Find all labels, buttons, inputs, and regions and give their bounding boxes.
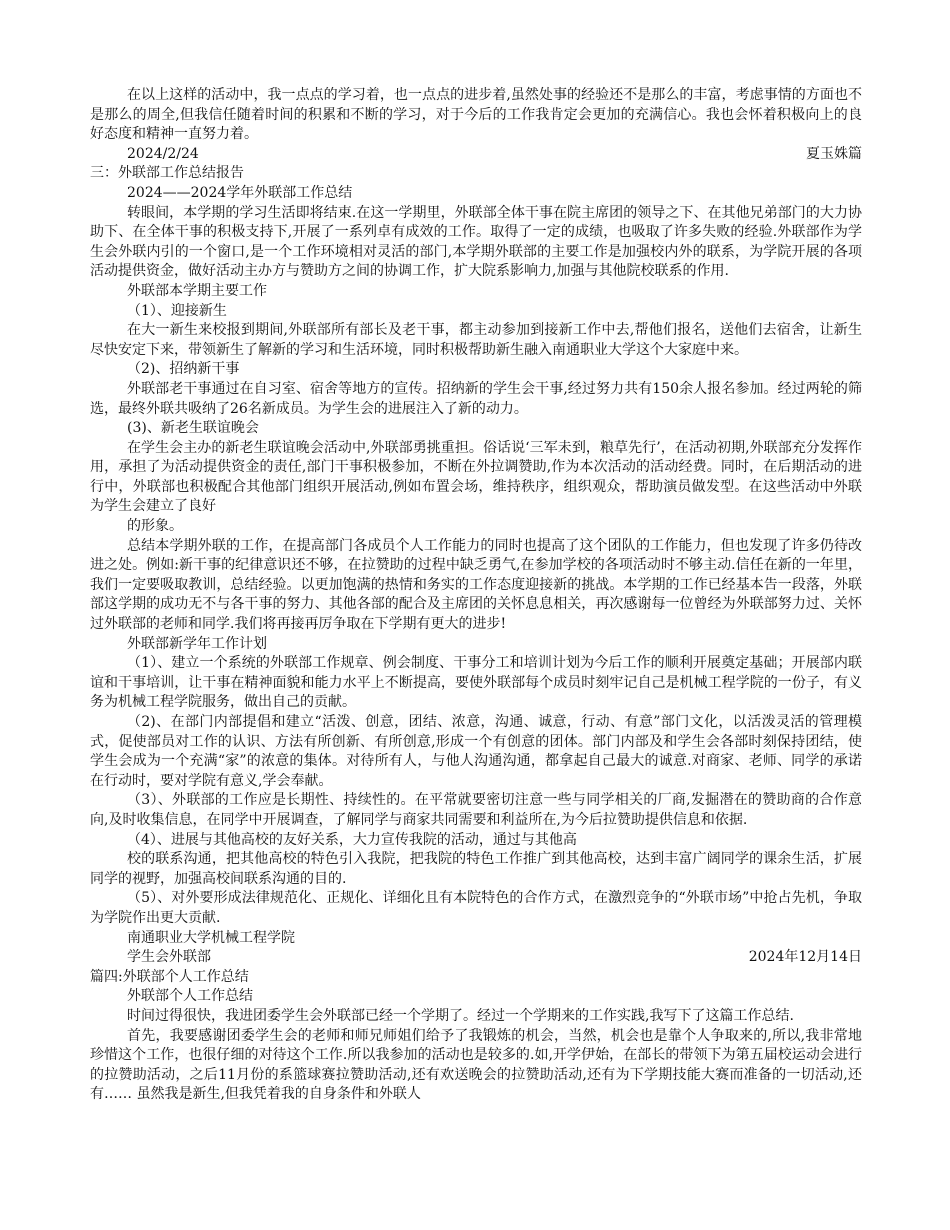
paragraph: 在学生会主办的新老生联谊晚会活动中,外联部勇挑重担。俗话说‘三军未到，粮草先行’，在活动初期,外联部充分发挥作用，承担了为活动提供资金的责任,部门干事积极参加，不断在外拉调赞助,作为本次活动的活动经费。同时，在后期活动的进行中，外联部也积极配合其他部门组织开展活动,例如布置会场，维持秩序，组织观众，帮助演员做发型。在这些活动中外联为学生会建立了良好 — [90, 439, 862, 515]
document-page — [90, 86, 862, 1105]
subheading: 外联部新学年工作计划 — [127, 635, 267, 652]
paragraph: 外联部老干事通过在自习室、宿舍等地方的宣传。招纳新的学生会干事,经过努力共有150余人报名参加。经过两轮的筛选，最终外联共吸纳了26名新成员。为学生会的进展注入了新的动力。 — [90, 380, 862, 417]
paragraph: （1）、建立一个系统的外联部工作规章、例会制度、干事分工和培训计划为今后工作的顺利开展奠定基础；开展部内联谊和干事培训，让干事在精神面貌和能力水平上不断提高，要使外联部每个成员时刻牢记自己是机械工程学院的一份子，有义务为机械工程学院服务，做出自己的贡献。 — [90, 655, 862, 711]
paragraph: 在大一新生来校报到期间,外联部所有部长及老干事，都主动参加到接新工作中去,帮他们报名，送他们去宿舍，让新生尽快安定下来，带领新生了解新的学习和生活环境，同时积极帮助新生融入南通职业大学这个大家庭中来。 — [90, 322, 862, 358]
paragraph: 的形象。 — [127, 518, 183, 535]
signature-org: 南通职业大学机械工程学院 — [127, 929, 295, 946]
paragraph: （2)、在部门内部提倡和建立“活泼、创意，团结、浓意，沟通、诚意，行动、有意”部门文化，以活泼灵活的管理模式，促使部员对工作的认识、方法有所创新、有所创意,形成一个有创意的团体。部门内部及和学生会各部时刻保持团结，使学生会成为一个充满“家”的浓意的集体。对待所有人，与他人沟通沟通，都拿起自己最大的诚意.对商家、老师、同学的承诺在行动时，要对学院有意义,学会奉献。 — [90, 714, 862, 789]
signature-dept: 学生会外联部 — [127, 949, 211, 966]
signature-author: 夏玉姝篇 — [806, 145, 862, 162]
paragraph: 在以上这样的活动中，我一点点的学习着，也一点点的进步着,虽然处事的经验还不是那么的丰富，考虑事情的方面也不是那么的周全,但我信任随着时间的积累和不断的学习，对于今后的工作我肯定会更加的充满信心。我也会怀着积极向上的良好态度和精神一直努力着。 — [90, 87, 862, 143]
signature-line — [90, 145, 862, 165]
document-title: 2024——2024学年外联部工作总结 — [127, 184, 353, 201]
paragraph: 时间过得很快，我进团委学生会外联部已经一个学期了。经过一个学期来的工作实践,我写下了这篇工作总结. — [127, 1007, 794, 1024]
item-heading: （1）、迎接新生 — [127, 302, 227, 319]
signature-date: 2024/2/24 — [127, 145, 199, 162]
subheading: 外联部本学期主要工作 — [127, 282, 267, 299]
section-heading: 篇四:外联部个人工作总结 — [90, 968, 249, 985]
paragraph: 转眼间，本学期的学习生活即将结束.在这一学期里，外联部全体干事在院主席团的领导之下、在其他兄弟部门的大力协助下、在全体干事的积极支持下,开展了一系列卓有成效的工作。取得了一定的成绩，也吸取了许多失败的经验.外联部作为学生会外联内引的一个窗口,是一个工作环境相对灵活的部门,本学期外联部的主要工作是加强校内外的联系，为学院开展的各项活动提供资金，做好活动主办方与赞助方之间的协调工作，扩大院系影响力,加强与其他院校联系的作用. — [90, 204, 862, 280]
paragraph: （5）、对外要形成法律规范化、正规化、详细化且有本院特色的合作方式，在激烈竞争的“外联市场”中抢占先机，争取为学院作出更大贡献. — [90, 890, 862, 926]
section-heading: 三：外联部工作总结报告 — [90, 165, 244, 182]
document-title: 外联部个人工作总结 — [127, 988, 253, 1005]
signature-date: 2024年12月14日 — [748, 949, 862, 966]
paragraph: （3）、外联部的工作应是长期性、持续性的。在平常就要密切注意一些与同学相关的厂商,发掘潜在的赞助商的合作意向,及时收集信息，在同学中开展调查，了解同学与商家共同需要和利益所在,为今后拉赞助提供信息和依据. — [90, 792, 862, 828]
item-heading: (3)、新老生联谊晚会 — [127, 420, 259, 437]
paragraph: 总结本学期外联的工作，在提高部门各成员个人工作能力的同时也提高了这个团队的工作能力，但也发现了许多仍待改进之处。例如:新干事的纪律意识还不够，在拉赞助的过程中缺乏勇气,在参加学校的各项活动时不够主动.信任在新的一年里，我们一定要吸取教训，总结经验。以更加饱满的热情和务实的工作态度迎接新的挑战。本学期的工作已经基本告一段落，外联部这学期的成功无不与各干事的努力、其他各部的配合及主席团的关怀息息相关，再次感谢每一位曾经为外联部努力过、关怀过外联部的老师和同学.我们将再接再厉争取在下学期有更大的进步! — [90, 537, 862, 633]
item-heading: （2)、招纳新干事 — [127, 361, 240, 378]
paragraph: 校的联系沟通，把其他高校的特色引入我院，把我院的特色工作推广到其他高校，达到丰富广阔同学的课余生活，扩展同学的视野，加强高校间联系沟通的目的. — [90, 851, 862, 887]
paragraph: （4）、进展与其他高校的友好关系，大力宣传我院的活动，通过与其他高 — [127, 831, 577, 848]
paragraph: 首先，我要感谢团委学生会的老师和师兄师姐们给予了我锻炼的机会，当然，机会也是靠个人争取来的,所以,我非常地珍惜这个工作，也很仔细的对待这个工作.所以我参加的活动也是较多的.如,开学伊始，在部长的带领下为第五届校运动会进行的拉赞助活动，之后11月份的系篮球赛拉赞助活动,还有欢送晚会的拉赞助活动,还有为下学期技能大赛而准备的一切活动,还有…… 虽然我是新生,但我凭着我的自身条件和外联人 — [90, 1027, 862, 1103]
signature-line — [90, 948, 862, 968]
